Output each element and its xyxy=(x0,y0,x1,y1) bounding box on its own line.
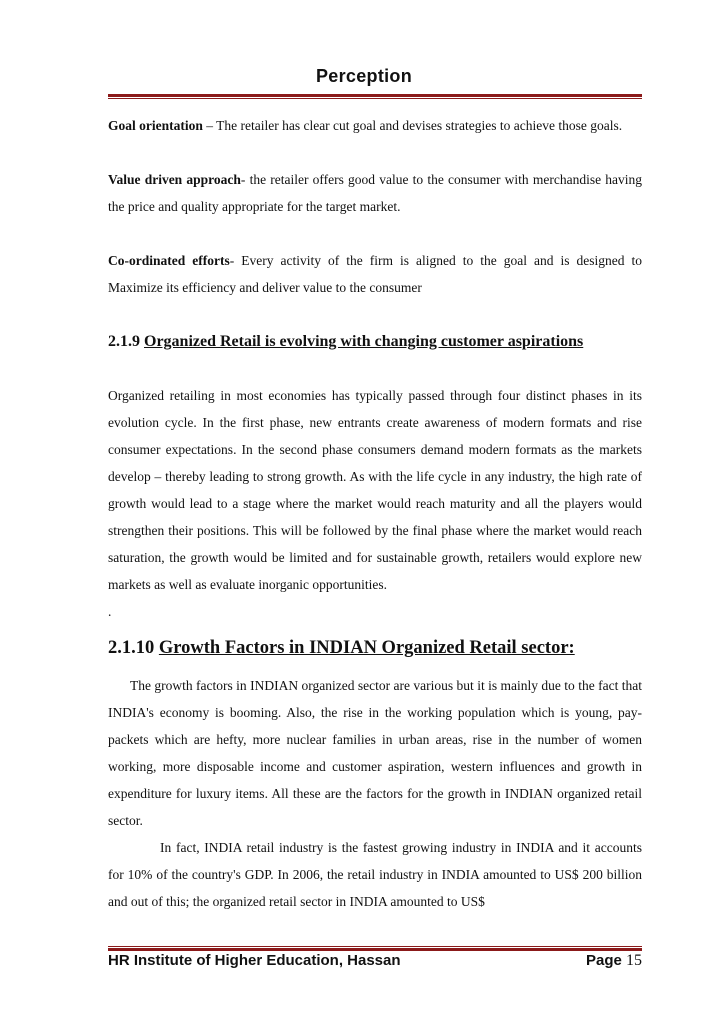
paragraph-2-1-9-body: Organized retailing in most economies has typically passed through four distinct phases in its evolution cycle. In the first phase, new entrants create awareness of modern formats and rise consumer expectations. In the second phase consumers demand modern formats as the markets develop – thereby leading to strong growth. As with the life cycle in any industry, the high rate of growth would lead to a stage where the market would reach maturity and all the players would strengthen their positions. This will be followed by the final phase where the market would reach saturation, the growth would be limited and for sustainable growth, retailers would explore new markets as well as evaluate inorganic opportunities. xyxy=(108,388,642,592)
footer-page-label: Page xyxy=(585,952,622,969)
text-goal-orientation: – The retailer has clear cut goal and devises strategies to achieve those goals. xyxy=(202,118,623,133)
footer-page xyxy=(586,952,642,970)
stray-dot: . xyxy=(108,604,112,619)
footer-rule xyxy=(108,946,642,951)
paragraph-value-driven xyxy=(108,166,642,220)
heading-2-1-10 xyxy=(108,635,642,662)
paragraph-goal-orientation xyxy=(108,112,642,139)
paragraph-2-1-10-body-2: In fact, INDIA retail industry is the fastest growing industry in INDIA and it accounts for 10% of the country's GDP. In 2006, the retail industry in INDIA amounted to US$ 200 billion and out of this; the organized retail sector in INDIA amounted to US$ xyxy=(108,840,642,909)
term-goal-orientation: Goal orientation xyxy=(108,118,203,133)
paragraph-2-1-10-body-1: The growth factors in INDIAN organized sector are various but it is mainly due to the fact that INDIA's economy is booming. Also, the rise in the working population which is young, pay- packets which are hefty, more nuclear families in urban areas, rise in the number of women working, more disposable income and customer aspiration, western influences and growth in expenditure for luxury items. All these are the factors for the growth in INDIAN organized retail sector. xyxy=(108,678,642,828)
page-content xyxy=(108,112,642,915)
heading-2-1-9-title: Organized Retail is evolving with changing customer aspirations xyxy=(144,333,584,350)
term-coordinated-efforts: Co-ordinated efforts xyxy=(108,253,230,268)
term-value-driven: Value driven approach xyxy=(108,172,241,187)
page-header-title: Perception xyxy=(315,66,413,86)
heading-2-1-10-number: 2.1.10 xyxy=(108,638,159,658)
paragraph-coordinated-efforts xyxy=(108,247,642,301)
footer-page-number: 15 xyxy=(626,952,642,969)
heading-2-1-9-number: 2.1.9 xyxy=(108,333,144,350)
heading-2-1-9 xyxy=(108,328,642,355)
text-coordinated-efforts: - Every activity of the firm is aligned to the goal and is designed to Maximize its efficiency and deliver value to the consumer xyxy=(108,253,642,295)
page-footer xyxy=(108,952,642,969)
heading-2-1-10-title: Growth Factors in INDIAN Organized Retail sector: xyxy=(158,638,575,658)
text-value-driven: - the retailer offers good value to the consumer with merchandise having the price and quality appropriate for the target market. xyxy=(108,172,642,214)
header-rule xyxy=(108,94,642,99)
footer-institution: HR Institute of Higher Education, Hassan xyxy=(108,952,401,969)
